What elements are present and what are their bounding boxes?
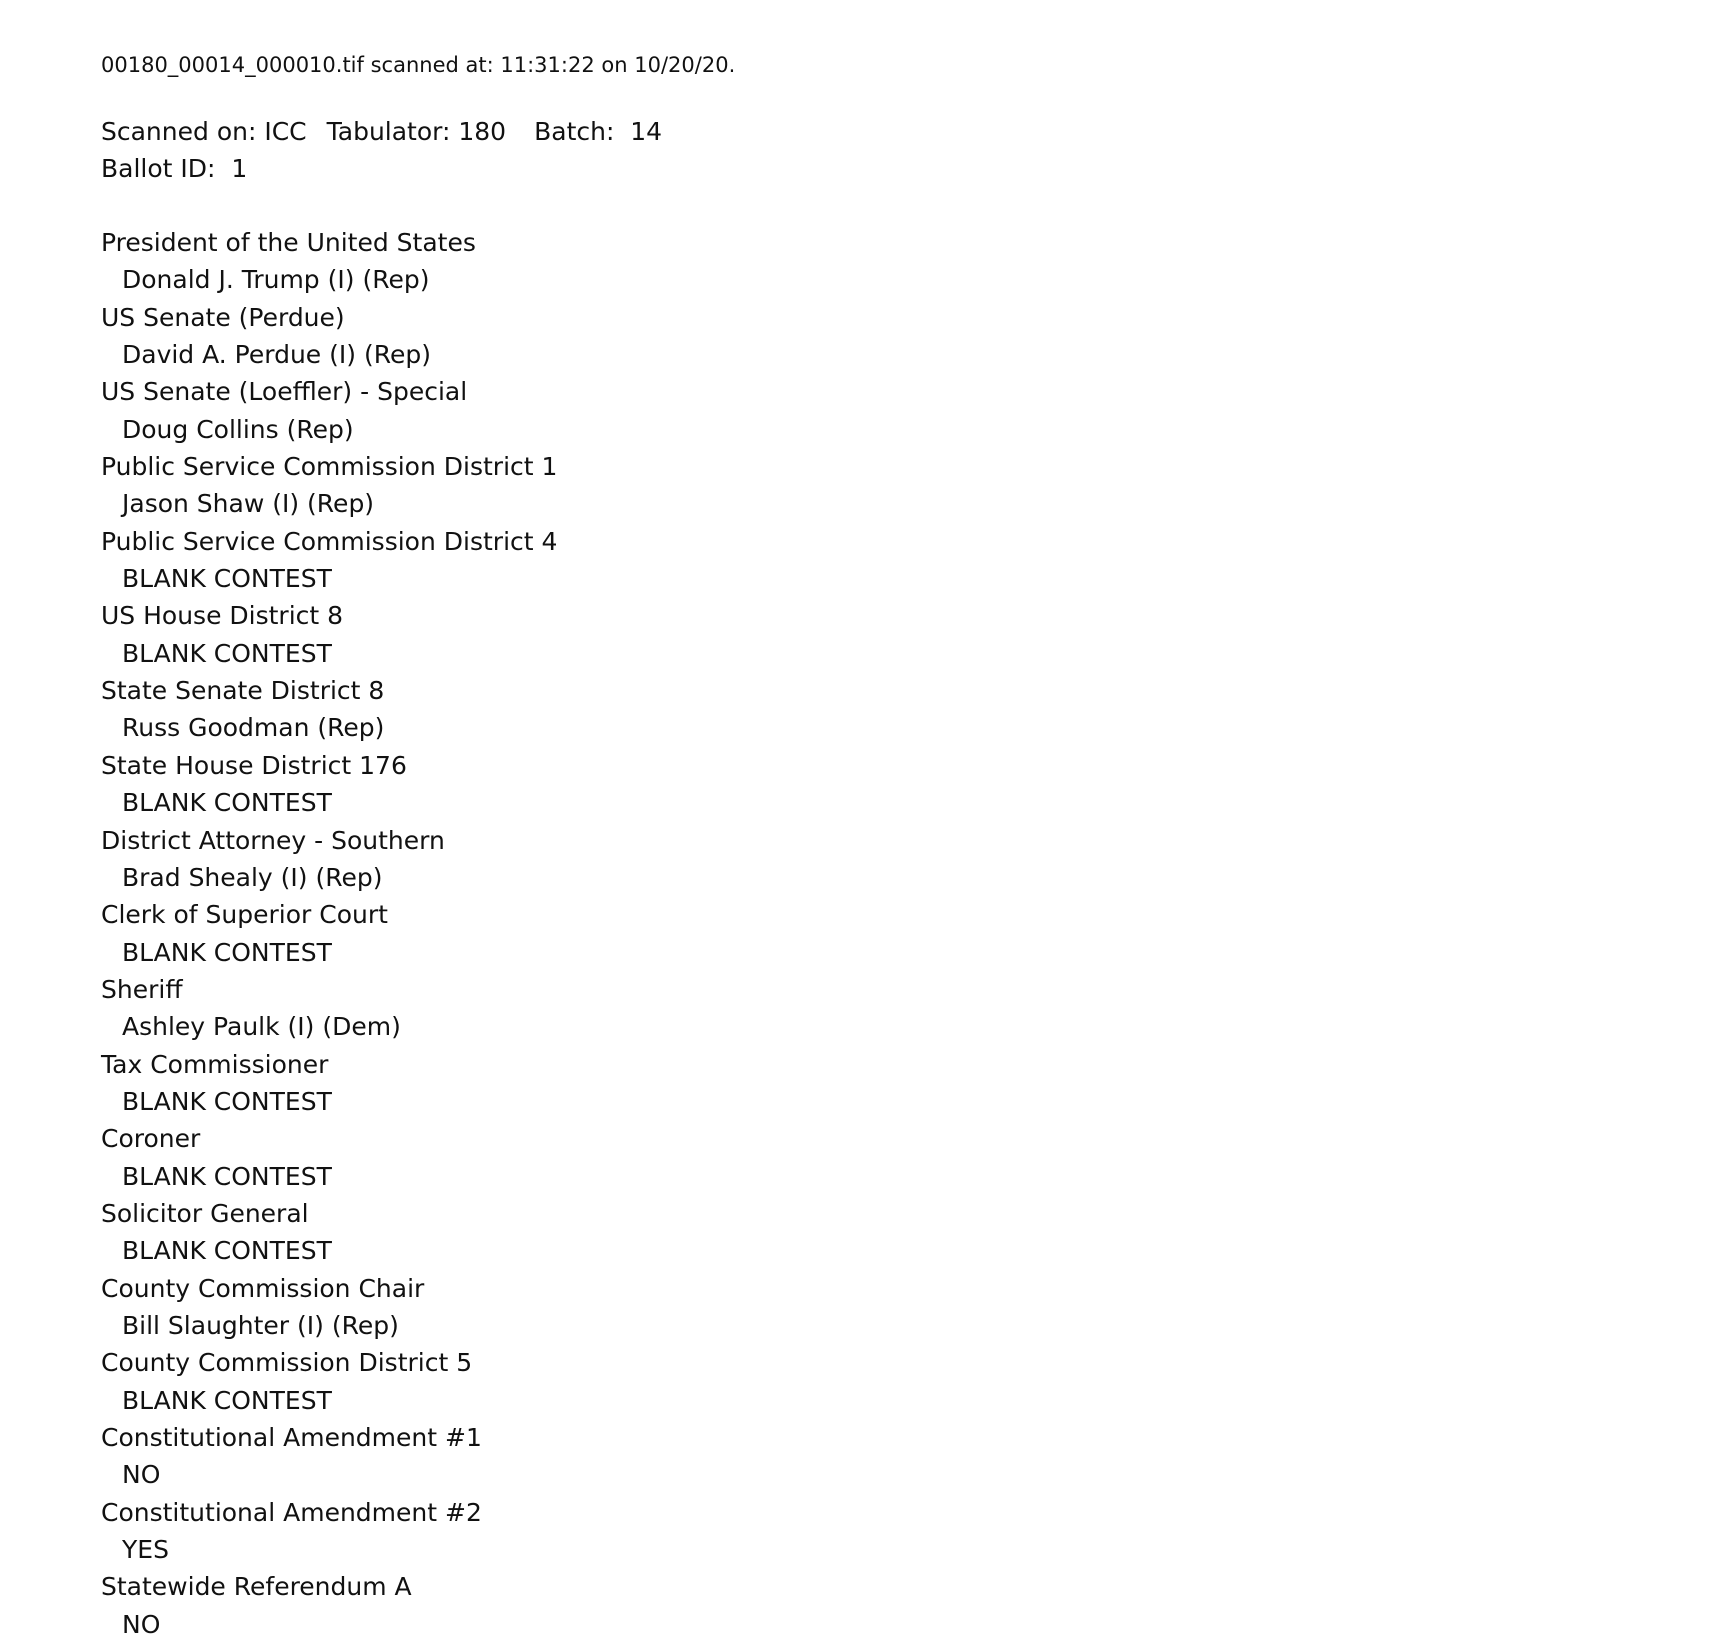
contest-title: County Commission District 5 bbox=[101, 1348, 473, 1378]
contest-title: Clerk of Superior Court bbox=[101, 900, 388, 930]
contest-item bbox=[101, 896, 557, 971]
contest-choice: BLANK CONTEST bbox=[122, 1236, 332, 1266]
scan-header bbox=[101, 50, 735, 80]
scan-info-row bbox=[101, 113, 662, 150]
contest-choice: Donald J. Trump (I) (Rep) bbox=[122, 265, 430, 295]
contest-item bbox=[101, 523, 557, 598]
contest-choice: BLANK CONTEST bbox=[122, 1385, 332, 1415]
contest-choice: BLANK CONTEST bbox=[122, 788, 332, 818]
contest-choice: NO bbox=[122, 1609, 161, 1639]
ballot-id: Ballot ID: 1 bbox=[101, 154, 248, 183]
contest-title: US Senate (Loeffler) - Special bbox=[101, 377, 468, 407]
contest-choice: David A. Perdue (I) (Rep) bbox=[122, 340, 431, 370]
contest-item bbox=[101, 672, 557, 747]
contest-choice: Brad Shealy (I) (Rep) bbox=[122, 862, 383, 892]
contest-item bbox=[101, 747, 557, 822]
contest-title: Tax Commissioner bbox=[101, 1049, 329, 1079]
contest-choice: Ashley Paulk (I) (Dem) bbox=[122, 1012, 401, 1042]
contest-title: US Senate (Perdue) bbox=[101, 302, 345, 332]
contest-item bbox=[101, 1270, 557, 1345]
contest-item bbox=[101, 1195, 557, 1270]
contest-choice: Jason Shaw (I) (Rep) bbox=[122, 489, 375, 519]
contest-title: Coroner bbox=[101, 1124, 201, 1154]
contest-list bbox=[101, 224, 557, 1643]
scan-date: 10/20/20. bbox=[634, 53, 736, 77]
contest-item bbox=[101, 971, 557, 1046]
contest-item bbox=[101, 224, 557, 299]
contest-choice: BLANK CONTEST bbox=[122, 564, 332, 594]
contest-title: President of the United States bbox=[101, 228, 476, 257]
contest-title: Statewide Referendum A bbox=[101, 1572, 412, 1602]
contest-choice: NO bbox=[122, 1460, 161, 1490]
contest-item bbox=[101, 597, 557, 672]
contest-item bbox=[101, 1120, 557, 1195]
scan-time: 11:31:22 bbox=[500, 53, 595, 77]
contest-item bbox=[101, 1568, 557, 1643]
contest-title: Public Service Commission District 4 bbox=[101, 526, 558, 556]
scanned-on: Scanned on: ICC bbox=[101, 117, 307, 146]
contest-choice: BLANK CONTEST bbox=[122, 638, 332, 668]
on-label: on bbox=[601, 53, 628, 77]
contest-title: Constitutional Amendment #2 bbox=[101, 1497, 482, 1527]
contest-choice: Doug Collins (Rep) bbox=[122, 414, 354, 444]
contest-title: US House District 8 bbox=[101, 601, 344, 631]
contest-item bbox=[101, 448, 557, 523]
contest-title: State House District 176 bbox=[101, 750, 407, 780]
contest-title: Solicitor General bbox=[101, 1198, 309, 1228]
contest-title: District Attorney - Southern bbox=[101, 825, 445, 855]
scan-info bbox=[101, 113, 662, 187]
contest-item bbox=[101, 373, 557, 448]
contest-title: Sheriff bbox=[101, 974, 183, 1004]
contest-item bbox=[101, 822, 557, 897]
contest-item bbox=[101, 1344, 557, 1419]
contest-title: County Commission Chair bbox=[101, 1273, 425, 1303]
contest-choice: BLANK CONTEST bbox=[122, 1161, 332, 1191]
contest-title: Constitutional Amendment #1 bbox=[101, 1423, 482, 1452]
contest-choice: BLANK CONTEST bbox=[122, 1086, 332, 1116]
contest-title: Public Service Commission District 1 bbox=[101, 452, 558, 482]
contest-choice: Russ Goodman (Rep) bbox=[122, 713, 385, 743]
contest-choice: YES bbox=[122, 1535, 169, 1565]
scan-file-name: 00180_00014_000010.tif bbox=[101, 53, 364, 77]
ballot-id-row bbox=[101, 150, 662, 187]
contest-item bbox=[101, 1494, 557, 1569]
contest-choice: Bill Slaughter (I) (Rep) bbox=[122, 1310, 399, 1340]
contest-item bbox=[101, 1419, 557, 1494]
contest-item bbox=[101, 299, 557, 374]
contest-item bbox=[101, 1046, 557, 1121]
contest-choice: BLANK CONTEST bbox=[122, 937, 332, 967]
scanned-at-label: scanned at: bbox=[370, 53, 494, 77]
batch: Batch: 14 bbox=[534, 117, 663, 146]
tabulator: Tabulator: 180 bbox=[326, 117, 507, 146]
contest-title: State Senate District 8 bbox=[101, 676, 385, 706]
